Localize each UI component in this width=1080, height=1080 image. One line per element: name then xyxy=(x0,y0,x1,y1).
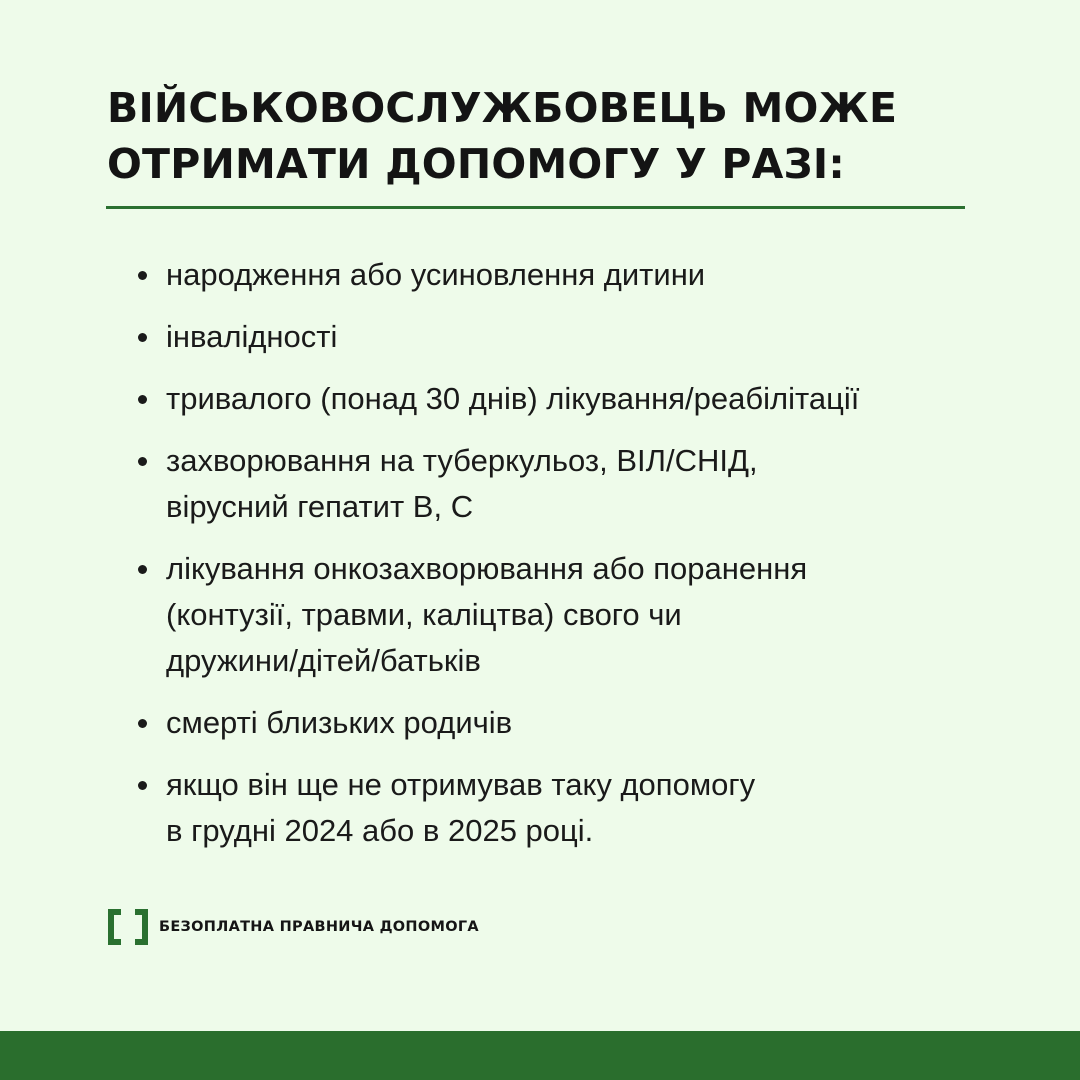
list-item-oncology-injury xyxy=(130,546,990,684)
bracket-right-icon xyxy=(135,909,148,945)
bullet-icon xyxy=(138,333,147,342)
conditions-list xyxy=(130,252,990,870)
brand-logo xyxy=(108,908,479,946)
list-item-disability xyxy=(130,314,990,360)
bullet-icon xyxy=(138,395,147,404)
list-item-relative-death xyxy=(130,700,990,746)
list-item-text: тривалого (понад 30 днів) лікування/реабілітації xyxy=(166,381,860,416)
list-item-diseases xyxy=(130,438,990,530)
list-item-text: вірусний гепатит В, С xyxy=(166,489,474,524)
bullet-icon xyxy=(138,719,147,728)
list-item-text: в грудні 2024 або в 2025 році. xyxy=(166,813,594,848)
title-line-1: ВІЙСЬКОВОСЛУЖБОВЕЦЬ МОЖЕ xyxy=(107,84,898,132)
bullet-icon xyxy=(138,457,147,466)
page-title xyxy=(107,80,967,192)
list-item-long-treatment xyxy=(130,376,990,422)
bullet-icon xyxy=(138,781,147,790)
list-item-text: захворювання на туберкульоз, ВІЛ/СНІД, xyxy=(166,443,758,478)
list-item-text: інвалідності xyxy=(166,319,338,354)
list-item-text: лікування онкозахворювання або поранення xyxy=(166,551,808,586)
bullet-icon xyxy=(138,565,147,574)
list-item-text: смерті близьких родичів xyxy=(166,705,513,740)
list-item-birth-adoption xyxy=(130,252,990,298)
title-line-2: ОТРИМАТИ ДОПОМОГУ У РАЗІ: xyxy=(107,140,845,188)
list-item-text: (контузії, травми, каліцтва) свого чи xyxy=(166,597,682,632)
list-item-not-received xyxy=(130,762,990,854)
title-divider xyxy=(106,206,965,209)
footer-bar xyxy=(0,1031,1080,1080)
bracket-left-icon xyxy=(108,909,121,945)
list-item-text: народження або усиновлення дитини xyxy=(166,257,706,292)
list-item-text: якщо він ще не отримував таку допомогу xyxy=(166,767,756,802)
bullet-icon xyxy=(138,271,147,280)
list-item-text: дружини/дітей/батьків xyxy=(166,643,481,678)
brand-name: БЕЗОПЛАТНА ПРАВНИЧА ДОПОМОГА xyxy=(159,919,479,935)
